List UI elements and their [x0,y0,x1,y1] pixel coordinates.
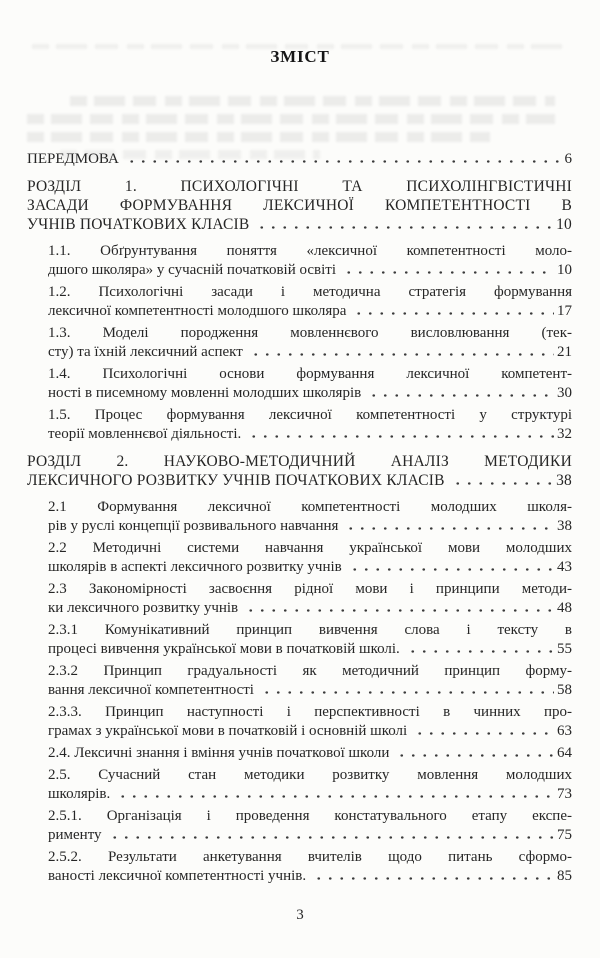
bleed-through-text [32,44,568,49]
toc-entry-text: 2.4. Лексичні знання і вміння учнів початкової школи [48,745,390,761]
toc-entry-text: дшого школяра» у сучасній початковій освіті [48,262,336,278]
toc-entry-line: 2.5.1. Організація і проведення констатувального етапу експе- [48,808,572,824]
toc-page-number: 10 [557,262,572,278]
toc-entry [27,406,572,444]
toc-entry [27,242,572,280]
toc-page-number: 58 [557,682,572,698]
toc-page-number: 73 [557,786,572,802]
toc-entry-last-line [27,471,572,490]
toc-entry-line: 2.2 Методичні системи навчання української мови молодших [48,540,572,556]
dot-leader [343,261,554,274]
toc-entry [27,365,572,403]
bleed-through-text [27,132,490,142]
toc-entry-last-line [48,302,572,321]
toc-page-number: 6 [564,151,572,167]
toc-entry-line: РОЗДІЛ 1. ПСИХОЛОГІЧНІ ТА ПСИХОЛІНГВІСТИЧНІ [27,178,572,195]
toc-entry-last-line [48,681,572,700]
toc-entry-last-line [48,517,572,536]
toc-entry-line: 2.3.1 Комунікативний принцип вивчення слова і тексту в [48,622,572,638]
toc-entry [27,662,572,700]
dot-leader [126,150,562,163]
toc-page-number: 32 [557,426,572,442]
toc-entry-line: 2.1 Формування лексичної компетентності молодших школя- [48,499,572,515]
dot-leader [345,517,554,530]
toc-entry-last-line [48,640,572,659]
dot-leader [452,472,553,485]
toc-entry-text: УЧНІВ ПОЧАТКОВИХ КЛАСІВ [27,216,250,233]
bleed-through-text [70,96,555,106]
toc-entry-line: 2.3.2 Принцип градуальності як методичний принцип форму- [48,663,572,679]
toc-entry [27,807,572,845]
toc-entry-text: школярів в аспекті лексичного розвитку учнів [48,559,342,575]
toc-entry-line: РОЗДІЛ 2. НАУКОВО-МЕТОДИЧНИЙ АНАЛІЗ МЕТОДИКИ [27,453,572,470]
toc-page-number: 38 [557,518,572,534]
toc-entry-last-line [48,744,572,763]
toc-entry-line: 2.3 Закономірності засвоєння рідної мови і принципи методи- [48,581,572,597]
toc-entry-text: рів у руслі концепції розвивального навчання [48,518,339,534]
toc-entry-text: теорії мовленнєвої діяльності. [48,426,242,442]
toc-entry [27,703,572,741]
table-of-contents [27,150,572,889]
toc-entry-last-line [48,867,572,886]
toc-entry [27,452,572,490]
dot-leader [117,785,554,798]
toc-entry-text: ваності лексичної компетентності учнів. [48,868,307,884]
toc-entry [27,498,572,536]
toc-page-number: 64 [557,745,572,761]
toc-entry-last-line [48,826,572,845]
dot-leader [407,640,554,653]
dot-leader [109,826,554,839]
dot-leader [313,867,554,880]
toc-page-number: 10 [556,216,572,233]
dot-leader [396,744,554,757]
dot-leader [353,302,554,315]
toc-entry [27,150,572,169]
toc-entry-line: 1.3. Моделі породження мовленнєвого висловлювання (тек- [48,325,572,341]
toc-entry-text: вання лексичної компетентності [48,682,254,698]
toc-entry-last-line [48,384,572,403]
toc-entry-text: лексичної компетентності молодшого школяра [48,303,347,319]
toc-entry-line: 2.3.3. Принцип наступності і перспективності в чинних про- [48,704,572,720]
toc-entry-last-line [48,343,572,362]
toc-entry-text: школярів. [48,786,111,802]
toc-entry-text: рименту [48,827,102,843]
toc-entry-last-line [48,785,572,804]
toc-page-number: 48 [557,600,572,616]
toc-entry-text: ЛЕКСИЧНОГО РОЗВИТКУ УЧНІВ ПОЧАТКОВИХ КЛАСІВ [27,472,445,489]
toc-page-number: 17 [557,303,572,319]
toc-entry [27,283,572,321]
toc-page-number: 38 [556,472,572,489]
toc-entry-line: 1.4. Психологічні основи формування лексичної компетент- [48,366,572,382]
toc-entry-last-line [48,722,572,741]
toc-entry [27,177,572,234]
toc-entry-last-line [27,215,572,234]
toc-page-number: 63 [557,723,572,739]
toc-entry-text: ПЕРЕДМОВА [27,151,119,167]
toc-page-number: 21 [557,344,572,360]
dot-leader [349,558,554,571]
toc-entry [27,580,572,618]
dot-leader [256,216,553,229]
toc-entry [27,324,572,362]
toc-page-number: 43 [557,559,572,575]
toc-entry-last-line [27,150,572,169]
toc-page-number: 55 [557,641,572,657]
toc-entry [27,621,572,659]
dot-leader [245,599,554,612]
toc-entry-line: 1.2. Психологічні засади і методична стратегія формування [48,284,572,300]
bleed-through-text [27,114,555,124]
toc-entry-line: ЗАСАДИ ФОРМУВАННЯ ЛЕКСИЧНОЇ КОМПЕТЕНТНОСТІ В [27,197,572,214]
toc-page-number: 75 [557,827,572,843]
toc-entry-last-line [48,599,572,618]
page-title: ЗМІСТ [270,47,330,66]
toc-entry-last-line [48,261,572,280]
toc-entry-last-line [48,558,572,577]
toc-entry [27,539,572,577]
toc-entry-line: 1.5. Процес формування лексичної компетентності у структурі [48,407,572,423]
dot-leader [250,343,554,356]
toc-entry-last-line [48,425,572,444]
toc-entry-text: сту) та їхній лексичний аспект [48,344,243,360]
toc-entry-line: 1.1. Обґрунтування поняття «лексичної компетентності моло- [48,243,572,259]
dot-leader [261,681,554,694]
toc-page-number: 85 [557,868,572,884]
dot-leader [368,384,554,397]
page-number-footer: 3 [296,907,304,923]
toc-entry [27,848,572,886]
toc-entry-text: грамах з української мови в початковій і основній школі [48,723,408,739]
toc-entry [27,766,572,804]
dot-leader [414,722,554,735]
toc-entry-text: процесі вивчення української мови в початковій школі. [48,641,400,657]
toc-entry-line: 2.5. Сучасний стан методики розвитку мовлення молодших [48,767,572,783]
toc-entry [27,744,572,763]
toc-entry-text: ки лексичного розвитку учнів [48,600,239,616]
toc-entry-text: ності в писемному мовленні молодших школярів [48,385,362,401]
toc-entry-line: 2.5.2. Результати анкетування вчителів щодо питань сформо- [48,849,572,865]
dot-leader [248,425,554,438]
toc-page-number: 30 [557,385,572,401]
